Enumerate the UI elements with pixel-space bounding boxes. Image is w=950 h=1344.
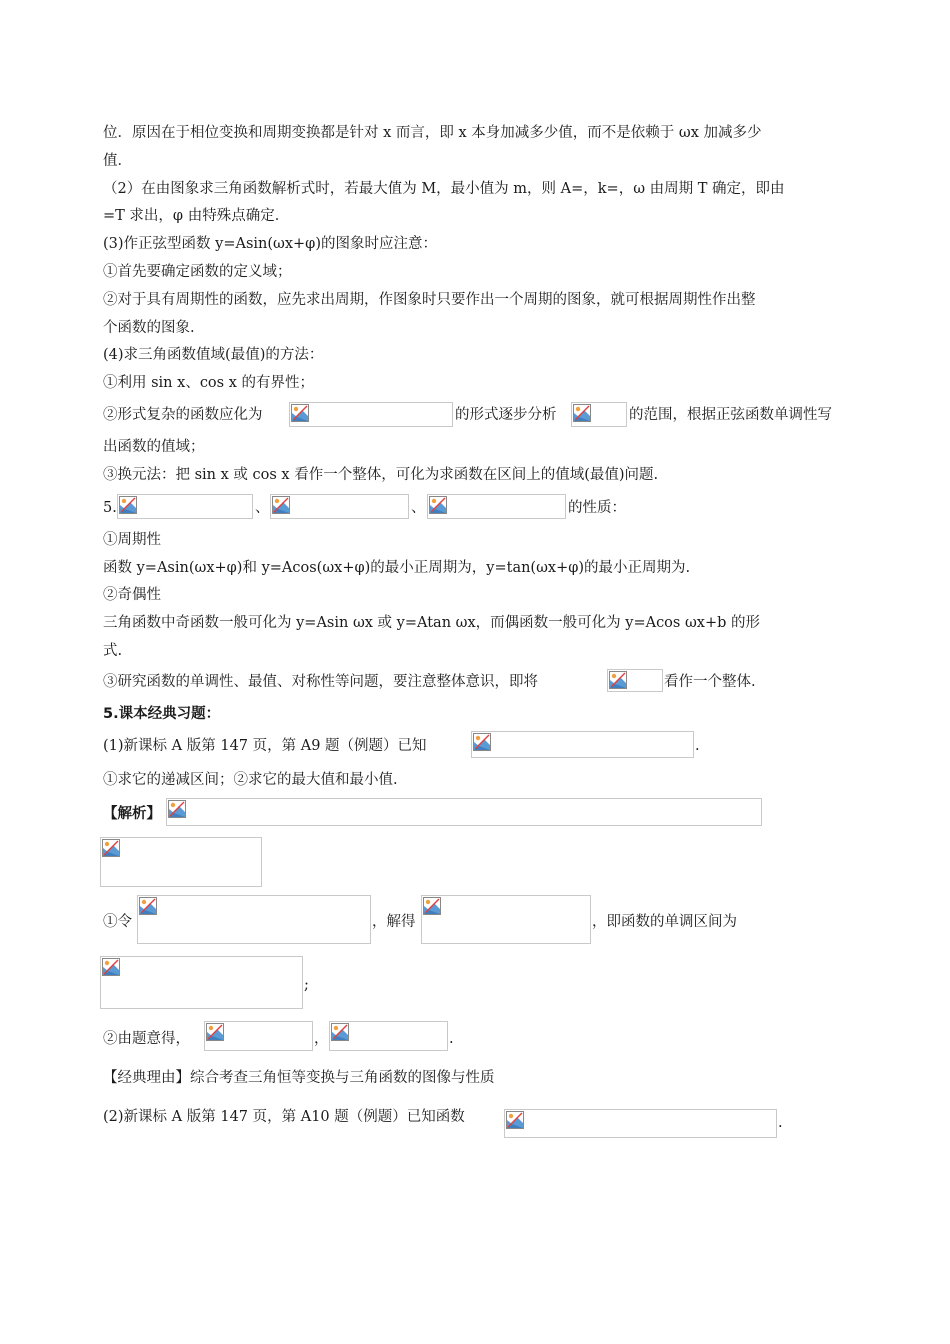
semicolon: ; bbox=[304, 977, 309, 993]
formula-image bbox=[571, 402, 627, 427]
formula-image bbox=[504, 1109, 777, 1138]
analysis-label: 【解析】 bbox=[103, 806, 161, 822]
text-line-18: 三角函数中奇函数一般可化为 y=Asin ωx 或 y=Atan ωx，而偶函数一般可化为 y=Acos ωx+b 的形 bbox=[103, 615, 761, 631]
section-number: 5. bbox=[103, 500, 117, 516]
formula-image bbox=[166, 798, 762, 826]
text-line-13: ③换元法：把 sin x 或 cos x 看作一个整体，可化为求函数在区间上的值域(最值)问题. bbox=[103, 467, 659, 483]
broken-image-icon bbox=[506, 1111, 524, 1129]
formula-image bbox=[117, 494, 253, 519]
broken-image-icon bbox=[168, 800, 186, 818]
formula-image bbox=[100, 956, 303, 1009]
comma: ， bbox=[314, 1031, 329, 1047]
text-line-29a: (2)新课标 A 版第 147 页，第 A10 题（例题）已知函数 bbox=[103, 1109, 465, 1125]
formula-image bbox=[204, 1021, 313, 1051]
broken-image-icon bbox=[609, 671, 627, 689]
formula-image bbox=[471, 731, 694, 758]
text-line-11b: 的形式逐步分析 bbox=[455, 407, 557, 423]
separator: 、 bbox=[255, 500, 270, 516]
text-line-6: ①首先要确定函数的定义域； bbox=[103, 264, 292, 280]
broken-image-icon bbox=[102, 958, 120, 976]
text-line-22a: (1)新课标 A 版第 147 页，第 A9 题（例题）已知 bbox=[103, 738, 427, 754]
text-line-1: 位．原因在于相位变换和周期变换都是针对 x 而言，即 x 本身加减多少值，而不是依赖于 ωx 加减多少 bbox=[103, 125, 762, 141]
formula-image bbox=[100, 837, 262, 887]
broken-image-icon bbox=[206, 1023, 224, 1041]
broken-image-icon bbox=[473, 733, 491, 751]
formula-image bbox=[607, 669, 663, 692]
broken-image-icon bbox=[102, 839, 120, 857]
period: . bbox=[449, 1031, 454, 1047]
formula-image bbox=[289, 402, 453, 427]
formula-image bbox=[421, 895, 591, 944]
text-line-19: 式. bbox=[103, 643, 123, 659]
text-line-2: 值． bbox=[103, 153, 132, 169]
text-line-11c: 的范围，根据正弦函数单调性写 bbox=[629, 407, 832, 423]
broken-image-icon bbox=[429, 496, 447, 514]
text-line-20a: ③研究函数的单调性、最值、对称性等问题，要注意整体意识，即将 bbox=[103, 674, 538, 690]
text-line-16: 函数 y=Asin(ωx+φ)和 y=Acos(ωx+φ)的最小正周期为，y=tan(ωx+φ)的最小正周期为. bbox=[103, 560, 691, 576]
text-line-23: ①求它的递减区间；②求它的最大值和最小值. bbox=[103, 772, 398, 788]
formula-image bbox=[427, 494, 566, 519]
text-line-27a: ②由题意得， bbox=[103, 1031, 190, 1047]
text-line-3: （2）在由图象求三角函数解析式时，若最大值为 M，最小值为 m，则 A=，k=，ω 由周期 T 确定，即由 bbox=[103, 181, 785, 197]
broken-image-icon bbox=[139, 897, 157, 915]
formula-image bbox=[329, 1021, 448, 1051]
text-line-15: ①周期性 bbox=[103, 532, 161, 548]
text-line-4: =T 求出，φ 由特殊点确定． bbox=[103, 208, 290, 224]
text-line-14d: 的性质： bbox=[568, 500, 626, 516]
broken-image-icon bbox=[272, 496, 290, 514]
broken-image-icon bbox=[573, 404, 591, 422]
section-heading: 5.课本经典习题： bbox=[103, 706, 221, 722]
text-line-28: 【经典理由】综合考查三角恒等变换与三角函数的图像与性质 bbox=[103, 1070, 495, 1086]
separator: 、 bbox=[411, 500, 426, 516]
text-line-9: (4)求三角函数值域(最值)的方法： bbox=[103, 347, 324, 363]
formula-image bbox=[137, 895, 371, 944]
text-line-10: ①利用 sin x、cos x 的有界性； bbox=[103, 375, 314, 391]
text-line-25a: ①令 bbox=[103, 914, 132, 930]
text-line-5: (3)作正弦型函数 y=Asin(ωx+φ)的图象时应注意： bbox=[103, 236, 437, 252]
text-line-8: 个函数的图象. bbox=[103, 320, 195, 336]
period: . bbox=[778, 1115, 783, 1131]
text-line-11a: ②形式复杂的函数应化为 bbox=[103, 407, 263, 423]
broken-image-icon bbox=[291, 404, 309, 422]
text-line-20b: 看作一个整体. bbox=[664, 674, 756, 690]
text-line-17: ②奇偶性 bbox=[103, 587, 161, 603]
broken-image-icon bbox=[119, 496, 137, 514]
broken-image-icon bbox=[331, 1023, 349, 1041]
broken-image-icon bbox=[423, 897, 441, 915]
text-line-7: ②对于具有周期性的函数，应先求出周期，作图象时只要作出一个周期的图象，就可根据周期性作出整 bbox=[103, 292, 756, 308]
formula-image bbox=[270, 494, 409, 519]
period: . bbox=[695, 738, 700, 754]
text-line-12: 出函数的值域； bbox=[103, 439, 205, 455]
text-line-25c: ，即函数的单调区间为 bbox=[592, 914, 737, 930]
text-line-25b: ，解得 bbox=[372, 914, 416, 930]
